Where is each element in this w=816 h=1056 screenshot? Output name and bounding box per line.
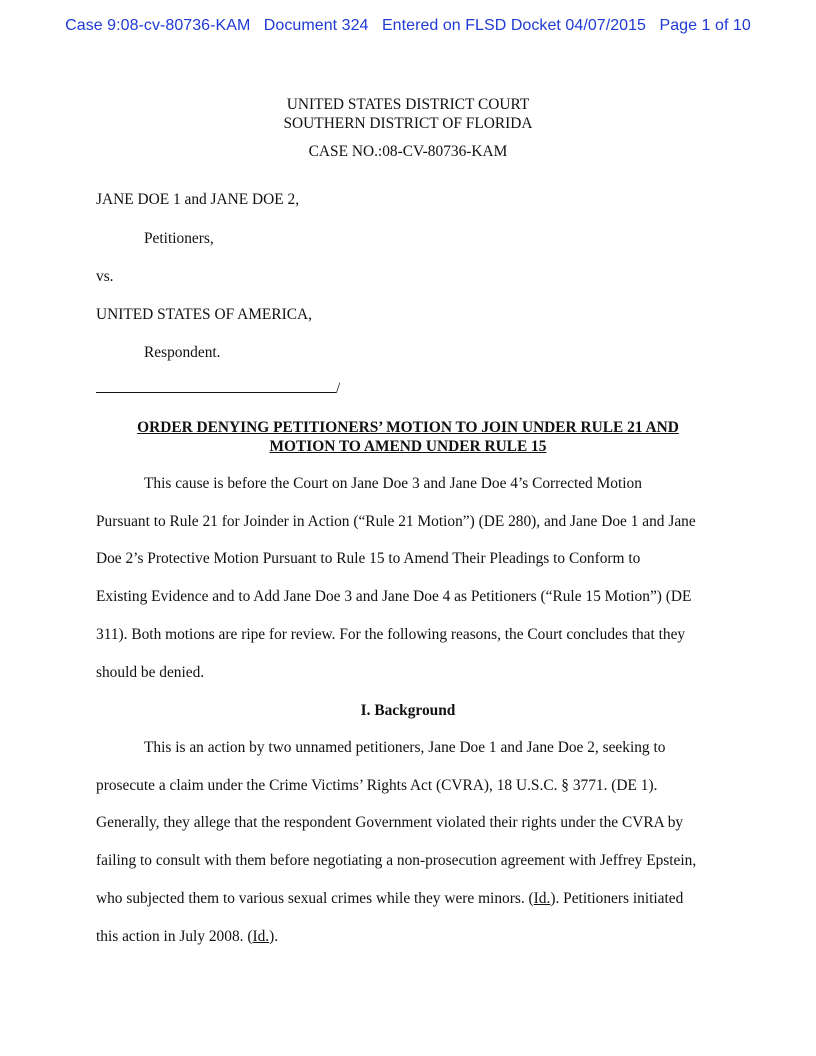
court-name-line2: SOUTHERN DISTRICT OF FLORIDA [283, 115, 533, 132]
caption-signature-line [96, 378, 340, 398]
petitioners-names: JANE DOE 1 and JANE DOE 2, [96, 191, 300, 208]
court-name-line1: UNITED STATES DISTRICT COURT [286, 96, 530, 113]
section-heading-background: I. Background [360, 702, 456, 719]
caption-rule [96, 378, 336, 393]
docket-header: Case 9:08-cv-80736-KAM Document 324 Entered on FLSD Docket 04/07/2015 Page 1 of 10 [65, 17, 751, 34]
respondent-label: Respondent. [144, 344, 221, 361]
text-segment: ). Petitioners initiated [550, 889, 684, 907]
respondent-name: UNITED STATES OF AMERICA, [96, 306, 312, 323]
paragraph-line [96, 918, 720, 956]
order-title [96, 418, 720, 456]
paragraph-line: Generally, they allege that the respondent Government violated their rights under the CVRA by [96, 814, 684, 832]
paragraph-line: failing to consult with them before negotiating a non-prosecution agreement with Jeffrey Epstein, [96, 852, 697, 870]
petitioners-label: Petitioners, [144, 230, 214, 247]
paragraph-line: Existing Evidence and to Add Jane Doe 3 and Jane Doe 4 as Petitioners (“Rule 15 Motion”) (DE [96, 588, 692, 606]
document-page [96, 95, 720, 945]
text-segment: who subjected them to various sexual crimes while they were minors. ( [96, 889, 534, 907]
order-title-line2: MOTION TO AMEND UNDER RULE 15 [269, 438, 547, 455]
paragraph-intro [96, 465, 720, 691]
text-segment: this action in July 2008. ( [96, 927, 253, 945]
paragraph-background [96, 729, 720, 955]
versus-label: vs. [96, 268, 114, 285]
order-title-line1: ORDER DENYING PETITIONERS’ MOTION TO JOIN UNDER RULE 21 AND [137, 419, 679, 436]
text-segment: ). [269, 927, 279, 945]
paragraph-line: This is an action by two unnamed petitioners, Jane Doe 1 and Jane Doe 2, seeking to [144, 739, 666, 756]
paragraph-line: 311). Both motions are ripe for review. For the following reasons, the Court concludes that they [96, 625, 686, 643]
paragraph-line: Doe 2’s Protective Motion Pursuant to Rule 15 to Amend Their Pleadings to Conform to [96, 550, 641, 568]
paragraph-line: This cause is before the Court on Jane Doe 3 and Jane Doe 4’s Corrected Motion [144, 475, 642, 492]
case-number: CASE NO.:08-CV-80736-KAM [308, 143, 508, 160]
paragraph-line [96, 880, 720, 918]
paragraph-line: prosecute a claim under the Crime Victims’ Rights Act (CVRA), 18 U.S.C. § 3771. (DE 1). [96, 776, 658, 794]
caption-slash: / [336, 380, 341, 397]
citation-id: Id. [533, 889, 551, 907]
paragraph-line: Pursuant to Rule 21 for Joinder in Action (“Rule 21 Motion”) (DE 280), and Jane Doe 1 and Jane [96, 512, 696, 530]
citation-id: Id. [252, 927, 270, 945]
paragraph-line: should be denied. [96, 663, 205, 681]
